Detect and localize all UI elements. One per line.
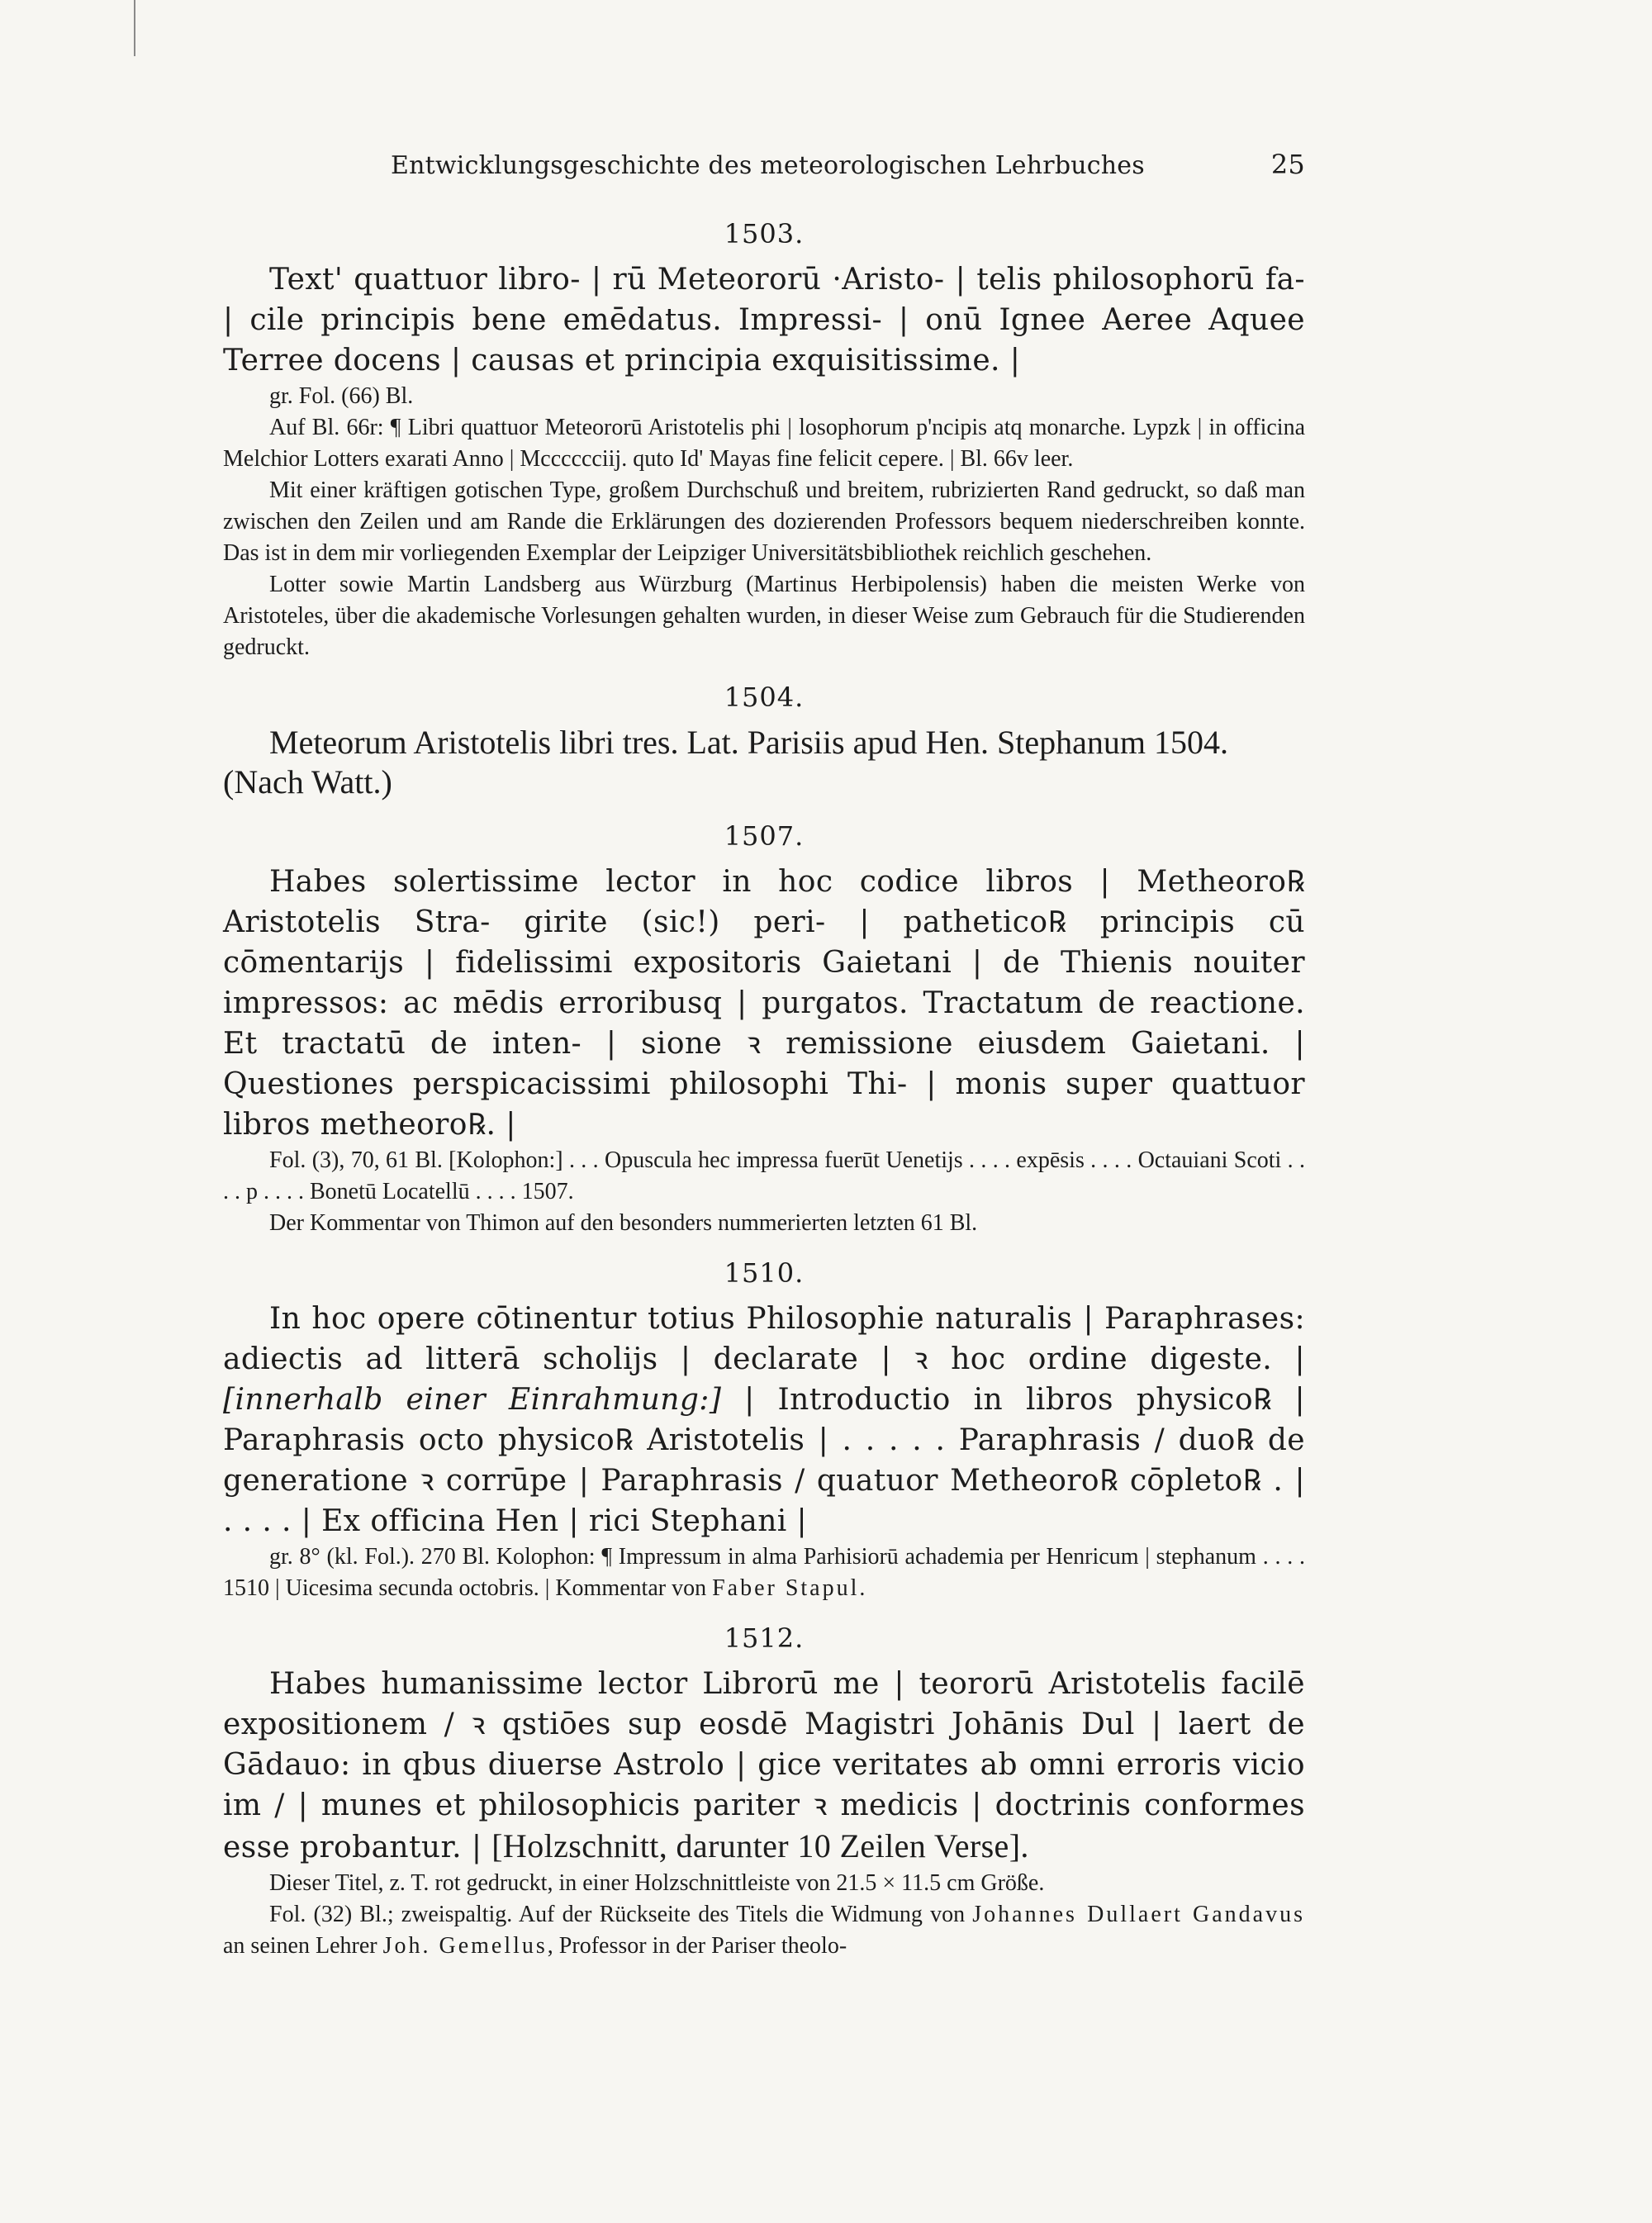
entry-title <box>223 1299 1305 1541</box>
entry-note: Der Kommentar von Thimon auf den besonders nummerierten letzten 61 Bl. <box>269 1210 978 1236</box>
entry-title-part: | Introductio in libros physico℞ | Paraphrasis octo physico℞ Aristotelis | . . . . . Paraphrasis / duo℞ de generatione ꝛ corrūpe | Paraphrasis / quatuor Metheoro℞ cōpleto℞ . | . . . . | Ex officina Hen | rici Stephani | <box>223 1383 1306 1538</box>
entry-title-annotation: [innerhalb einer Einrahmung:] <box>223 1383 722 1417</box>
entry-1512 <box>223 1622 1305 1962</box>
entry-year: 1512. <box>724 1622 805 1654</box>
entry-note-text: Fol. (32) Bl.; zweispaltig. Auf der Rückseite des Titels die Widmung von <box>269 1902 966 1927</box>
entry-note: Auf Bl. 66r: ¶ Libri quattuor Meteororū Aristotelis phi | losophorum p'ncipis atq monarche. Lypzk | in officina Melchior Lotters exarati Anno | Mcccccciij. quto Id' Mayas fine felicit cepere. | Bl. 66v leer. <box>223 415 1305 472</box>
entry-note <box>223 1899 1305 1962</box>
entry-year: 1507. <box>724 820 805 852</box>
header-title: Entwicklungsgeschichte des meteorologischen Lehrbuches <box>391 151 1145 180</box>
entry-1510 <box>223 1257 1305 1604</box>
page <box>223 149 1305 1977</box>
entry-year: 1503. <box>724 218 805 249</box>
entry-year: 1510. <box>724 1257 805 1289</box>
entry-note-name: Joh. Gemellus <box>382 1933 548 1959</box>
entry-title-part: Habes humanissime lector Librorū me | teororū Aristotelis facilē expositionem / ꝛ qstiōes sup eosdē Magistri Johānis Dul | laert de Gādauo: in qbus diuerse Astrolo | gice veritates ab omni erroris vicio im / | munes et philosophicis pariter ꝛ medicis | doctrinis conformes esse probantur. | <box>223 1667 1305 1864</box>
entry-1503 <box>223 218 1305 663</box>
entry-note <box>223 1541 1305 1604</box>
entry-year: 1504. <box>724 682 805 713</box>
entry-note: Lotter sowie Martin Landsberg aus Würzburg (Martinus Herbipolensis) haben die meisten Werke von Aristoteles, über die akademische Vorlesungen gehalten wurden, in dieser Weise zum Gebrauch für die Studierenden gedruckt. <box>223 572 1305 660</box>
entry-note: Dieser Titel, z. T. rot gedruckt, in einer Holzschnittleiste von 21.5 × 11.5 cm Größe. <box>269 1870 1045 1896</box>
entry-note-text: , Professor in der Pariser theolo- <box>547 1933 847 1959</box>
entry-title-part: In hoc opere cōtinentur totius Philosophie naturalis | Paraphrases: adiectis ad litterā scholijs | declarate | ꝛ hoc ordine digeste. | <box>223 1302 1305 1376</box>
entry-title <box>223 1664 1305 1868</box>
entry-title-annotation: [Holzschnitt, darunter 10 Zeilen Verse]. <box>491 1827 1029 1864</box>
entry-note-name: Faber Stapul. <box>712 1575 868 1601</box>
entry-note-name: Johannes Dullaert Gandavus <box>972 1902 1306 1927</box>
entry-title: Text' quattuor libro- | rū Meteororū ·Aristo- | telis philosophorū fa- | cile principis bene emēdatus. Impressi- | onū Ignee Aeree Aquee Terree docens | causas et principia exquisitissime. | <box>223 263 1305 378</box>
entry-note-text: gr. 8° (kl. Fol.). 270 Bl. Kolophon: ¶ Impressum in alma Parhisiorū achademia per Henricum | stephanum . . . . 1510 | Uicesima secunda octobris. | Kommentar von <box>223 1544 1305 1601</box>
running-header <box>223 149 1305 180</box>
entry-title: Meteorum Aristotelis libri tres. Lat. Parisiis apud Hen. Stephanum 1504. (Nach Watt.) <box>223 724 1228 800</box>
entry-title: Habes solertissime lector in hoc codice libros | Metheoro℞ Aristotelis Stra- girite (sic!) peri- | pathetico℞ principis cū cōmentarijs | fidelissimi expositoris Gaietani | de Thienis nouiter impressos: ac mēdis erroribusq | purgatos. Tractatum de reactione. Et tractatū de inten- | sione ꝛ remissione eiusdem Gaietani. | Questiones perspicacissimi philosophi Thi- | monis super quattuor libros metheoro℞. | <box>223 865 1305 1142</box>
entry-1504 <box>223 682 1305 802</box>
entry-note: gr. Fol. (66) Bl. <box>269 383 414 409</box>
margin-rule <box>134 0 135 56</box>
entry-note: Mit einer kräftigen gotischen Type, großem Durchschuß und breitem, rubrizierten Rand gedruckt, so daß man zwischen den Zeilen und am Rande die Erklärungen des dozierenden Professors bequem niederschreiben konnte. Das ist in dem mir vorliegenden Exemplar der Leipziger Universitätsbibliothek reichlich geschehen. <box>223 477 1305 566</box>
entry-note: Fol. (3), 70, 61 Bl. [Kolophon:] . . . Opuscula hec impressa fuerūt Uenetijs . . . . expēsis . . . . Octauiani Scoti . . . . p . . . . Bonetū Locatellū . . . . 1507. <box>223 1147 1305 1204</box>
entry-1507 <box>223 820 1305 1239</box>
entry-note-text: an seinen Lehrer <box>223 1933 377 1959</box>
page-number: 25 <box>1270 149 1305 180</box>
